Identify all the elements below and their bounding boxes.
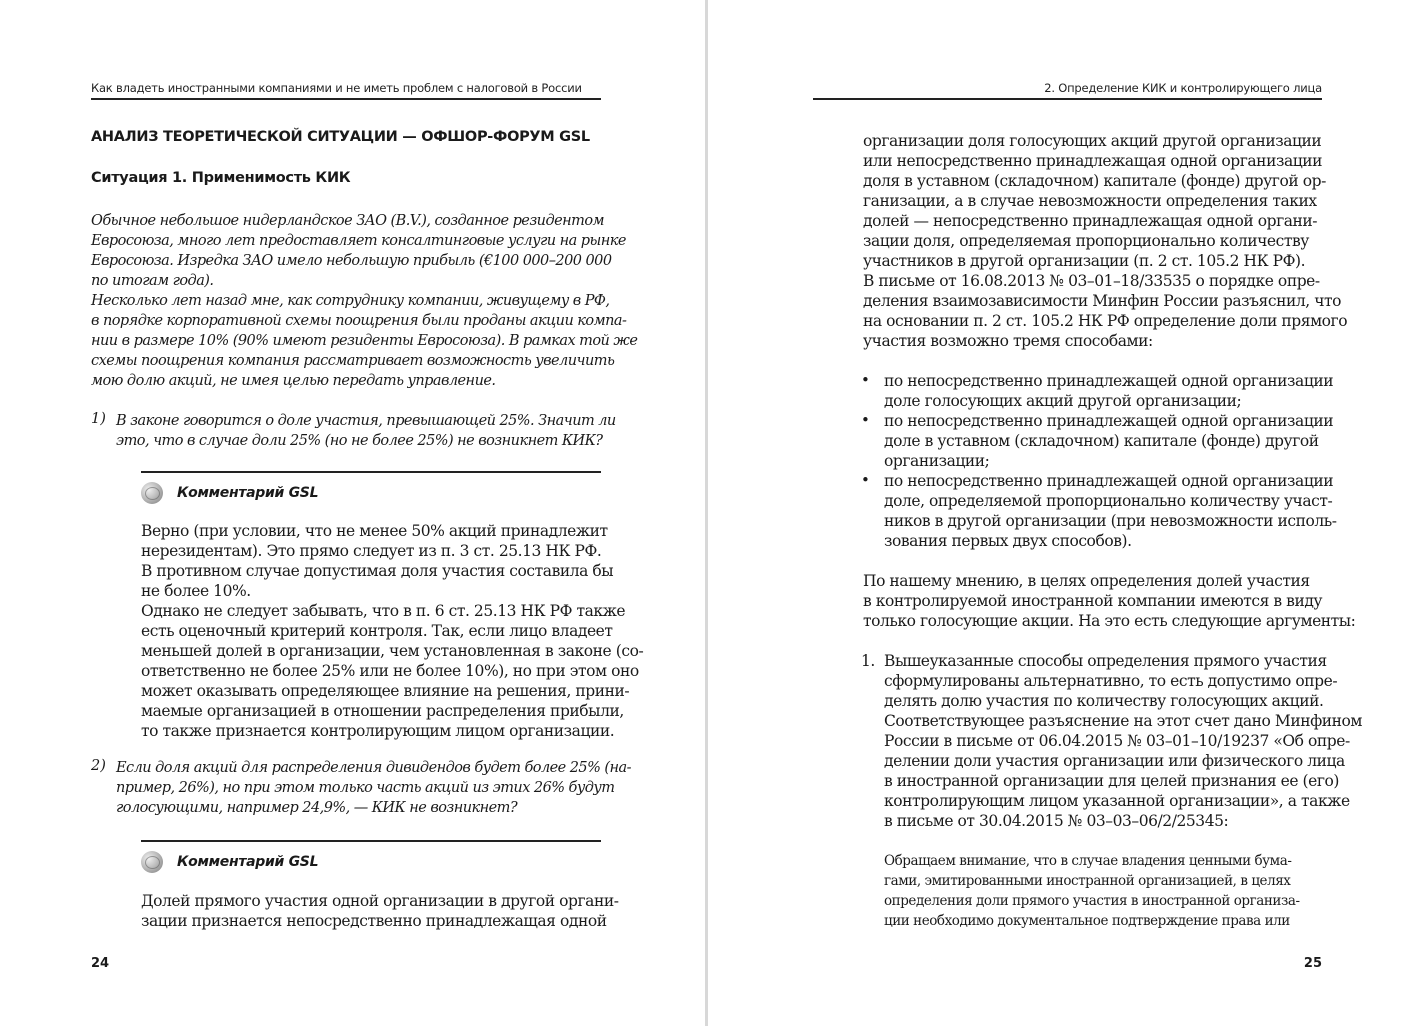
question-2-text (116, 758, 631, 818)
text-line: в контролируемой иностранной компании имеются в виду (863, 592, 1323, 610)
text-line: ции необходимо документальное подтверждение права или (884, 913, 1290, 929)
bullet-item-3 (884, 471, 1337, 551)
text-line: Верно (при условии, что не менее 50% акций принадлежит (141, 522, 608, 540)
text-line: по непосредственно принадлежащей одной организации (884, 412, 1334, 430)
text-line: то также признается контролирующим лицом организации. (141, 722, 615, 740)
text-line: нерезидентам). Это прямо следует из п. 3 ст. 25.13 НК РФ. (141, 542, 602, 560)
comment-2-text (141, 891, 619, 931)
text-line: Евросоюза, много лет предоставляет консалтинговые услуги на рынке (91, 233, 626, 249)
comment-1-title: Комментарий GSL (177, 485, 319, 501)
header-rule-right (813, 98, 1322, 100)
text-line: или непосредственно принадлежащая одной организации (863, 152, 1323, 170)
question-2-number: 2) (91, 758, 106, 774)
text-line: В законе говорится о доле участия, превышающей 25%. Значит ли (116, 413, 616, 429)
quote-block (884, 851, 1300, 931)
bullet-marker: • (861, 411, 870, 429)
comment-1-header (141, 482, 318, 504)
text-line: Долей прямого участия одной организации в другой органи- (141, 892, 619, 910)
comment-1-rule (141, 471, 601, 473)
text-line: зации доля, определяемая пропорционально количеству (863, 232, 1309, 250)
text-line: в письме от 30.04.2015 № 03–03–06/2/25345: (884, 812, 1229, 830)
running-head-left: Как владеть иностранными компаниями и не иметь проблем с налоговой в России (91, 81, 582, 95)
text-line: В письме от 16.08.2013 № 03–01–18/33535 о порядке опре- (863, 272, 1320, 290)
text-line: зования первых двух способов). (884, 532, 1132, 550)
text-line: на основании п. 2 ст. 105.2 НК РФ определение доли прямого (863, 312, 1348, 330)
text-line: организации доля голосующих акций другой организации (863, 132, 1322, 150)
text-line: деления взаимозависимости Минфин России разъяснил, что (863, 292, 1342, 310)
text-line: доле в уставном (складочном) капитале (фонде) другой (884, 432, 1319, 450)
text-line: только голосующие акции. На это есть следующие аргументы: (863, 612, 1356, 630)
comment-2-header (141, 851, 318, 873)
page-number-left: 24 (91, 956, 110, 971)
comment-1-text (141, 521, 643, 741)
question-1-text (116, 411, 616, 451)
text-line: может оказывать определяющее влияние на решения, прини- (141, 682, 630, 700)
item-1-number: 1. (861, 652, 875, 670)
text-line: По нашему мнению, в целях определения долей участия (863, 572, 1310, 590)
text-line: Обращаем внимание, что в случае владения ценными бума- (884, 853, 1292, 869)
text-line: доле, определяемой пропорционально количеству участ- (884, 492, 1333, 510)
text-line: нии в размере 10% (90% имеют резиденты Евросоюза). В рамках той же (91, 333, 638, 349)
text-line: в иностранной организации для целей признания ее (его) (884, 772, 1340, 790)
item-1-text (884, 651, 1362, 831)
question-1-number: 1) (91, 411, 106, 427)
opinion-paragraph (863, 571, 1355, 631)
text-line: организации; (884, 452, 990, 470)
text-line: ганизации, а в случае невозможности определения таких (863, 192, 1317, 210)
text-line: есть оценочный критерий контроля. Так, если лицо владеет (141, 622, 613, 640)
text-line: делении доли участия организации или физического лица (884, 752, 1345, 770)
bullet-marker: • (861, 371, 870, 389)
text-line: участия возможно тремя способами: (863, 332, 1153, 350)
text-line: маемые организацией в отношении распределения прибыли, (141, 702, 624, 720)
text-line: Несколько лет назад мне, как сотруднику компании, живущему в РФ, (91, 293, 610, 309)
page-number-right: 25 (1303, 956, 1322, 971)
text-line: доля в уставном (складочном) капитале (фонде) другой ор- (863, 172, 1326, 190)
text-line: Однако не следует забывать, что в п. 6 ст. 25.13 НК РФ также (141, 602, 626, 620)
right-page (708, 0, 1410, 1026)
text-line: ников в другой организации (при невозможности исполь- (884, 512, 1337, 530)
bullet-item-1 (884, 371, 1333, 411)
situation-heading: Ситуация 1. Применимость КИК (91, 170, 351, 186)
text-line: по итогам года). (91, 273, 214, 289)
text-line: долей — непосредственно принадлежащая одной органи- (863, 212, 1318, 230)
text-line: участников в другой организации (п. 2 ст. 105.2 НК РФ). (863, 252, 1306, 270)
text-line: ответственно не более 25% или не более 10%), но при этом оно (141, 662, 639, 680)
text-line: в порядке корпоративной схемы поощрения были проданы акции компа- (91, 313, 627, 329)
text-line: делять долю участия по количеству голосующих акций. (884, 692, 1324, 710)
bullet-item-2 (884, 411, 1333, 471)
text-line: зации признается непосредственно принадлежащая одной (141, 912, 607, 930)
text-line: пример, 26%), но при этом только часть акций из этих 26% будут (116, 780, 615, 796)
paragraph-continued (863, 131, 1347, 351)
text-line: это, что в случае доли 25% (но не более 25%) не возникнет КИК? (116, 433, 603, 449)
text-line: В противном случае допустимая доля участия составила бы (141, 562, 614, 580)
running-head-right: 2. Определение КИК и контролирующего лица (1044, 81, 1322, 95)
bullet-marker: • (861, 471, 870, 489)
text-line: схемы поощрения компания рассматривает возможность увеличить (91, 353, 615, 369)
gsl-globe-icon (141, 851, 163, 873)
text-line: Если доля акций для распределения дивидендов будет более 25% (на- (116, 760, 631, 776)
text-line: Обычное небольшое нидерландское ЗАО (B.V.), созданное резидентом (91, 213, 604, 229)
text-line: России в письме от 06.04.2015 № 03–01–10/19237 «Об опре- (884, 732, 1350, 750)
text-line: определения доли прямого участия в иностранной организа- (884, 893, 1300, 909)
section-heading: АНАЛИЗ ТЕОРЕТИЧЕСКОЙ СИТУАЦИИ — ОФШОР-ФОРУМ GSL (91, 129, 590, 145)
text-line: меньшей долей в организации, чем установленная в законе (со- (141, 642, 644, 660)
text-line: голосующими, например 24,9%, — КИК не возникнет? (116, 800, 518, 816)
text-line: доле голосующих акций другой организации; (884, 392, 1242, 410)
comment-2-title: Комментарий GSL (177, 854, 319, 870)
text-line: мою долю акций, не имея целью передать управление. (91, 373, 496, 389)
gsl-globe-icon (141, 482, 163, 504)
intro-paragraph (91, 211, 637, 391)
text-line: гами, эмитированными иностранной организацией, в целях (884, 873, 1291, 889)
comment-2-rule (141, 840, 601, 842)
text-line: по непосредственно принадлежащей одной организации (884, 472, 1334, 490)
text-line: не более 10%. (141, 582, 251, 600)
header-rule-left (91, 98, 601, 100)
text-line: сформулированы альтернативно, то есть допустимо опре- (884, 672, 1338, 690)
text-line: по непосредственно принадлежащей одной организации (884, 372, 1334, 390)
text-line: Евросоюза. Изредка ЗАО имело небольшую прибыль (€100 000–200 000 (91, 253, 612, 269)
text-line: контролирующим лицом указанной организации», а также (884, 792, 1350, 810)
text-line: Соответствующее разъяснение на этот счет дано Минфином (884, 712, 1363, 730)
text-line: Вышеуказанные способы определения прямого участия (884, 652, 1327, 670)
